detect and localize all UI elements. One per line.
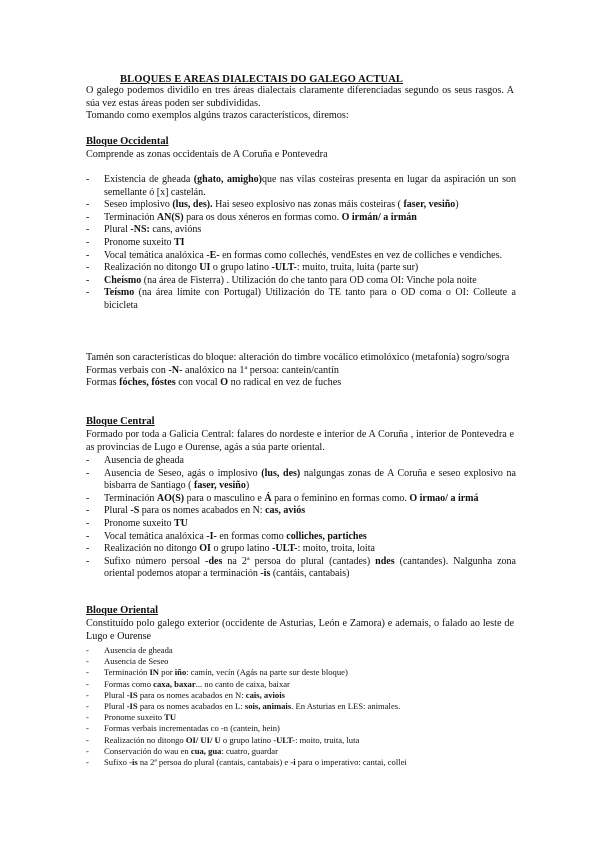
list-item: - Terminación AO(S) para o masculino e Á para o feminino en formas como. O irmao/ a irmá: [86, 493, 516, 506]
list-item: - Ausencia de gheada: [86, 645, 516, 656]
list-item: - Existencia de gheada (ghato, amigho)que nas vilas costeiras presenta en lugar da aspiración un son semellante ó [x] castelán.: [86, 174, 516, 199]
central-description: Formado por toda a Galicia Central: falares do nordeste e interior de A Coruña , interior de Pontevedra e as provincias de Lugo e Ourense, agás a súa parte oriental.: [86, 429, 514, 453]
list-item: - Realización no ditongo UI o grupo latino -ULT-: muito, truita, luita (parte sur): [86, 262, 516, 275]
occidental-extra-paragraph: [86, 352, 514, 390]
list-item: - Sufixo -is na 2ª persoa do plural (cantais, cantabais) e -i para o imperativo: cantai, collei: [86, 757, 516, 768]
list-item: - Realización no ditongo OI/ UI/ U o grupo latino -ULT-: moito, truita, luta: [86, 735, 516, 746]
list-item: - Terminación AN(S) para os dous xéneros en formas como. O irmán/ a irmán: [86, 212, 516, 225]
list-item: - Ausencia de gheada: [86, 455, 516, 468]
list-item: - Pronome suxeito TI: [86, 237, 516, 250]
extra-text: Formas verbais con -N- analóxico na 1ª persoa: cantein/cantín: [86, 364, 339, 376]
list-item: - Vocal temática analóxica -E- en formas como collechés, vendEstes en vez de colliches e vendiches.: [86, 250, 516, 263]
list-item: - Terminación IN por iño: camín, vecín (Agás na parte sur deste bloque): [86, 667, 516, 678]
document-title: BLOQUES E AREAS DIALECTAIS DO GALEGO ACTUAL: [120, 74, 404, 85]
list-item: - Plural -IS para os nomes acabados en N: cais, aviois: [86, 690, 516, 701]
list-item: - Ausencia de Seseo: [86, 656, 516, 667]
list-item: - Seseo implosivo (lus, des). Hai seseo explosivo nas zonas máis costeiras ( faser, vesiño): [86, 199, 516, 212]
list-item: - Formas verbais incrementadas co -n (cantein, hein): [86, 723, 516, 734]
central-list: [86, 455, 516, 581]
list-item: - Formas como caxa, baxar... no canto de caixa, baixar: [86, 679, 516, 690]
list-item: - Plural -NS: cans, avións: [86, 224, 516, 237]
list-item: - Realización no ditongo OI o grupo latino -ULT-: moito, troita, loita: [86, 543, 516, 556]
list-item: - Pronome suxeito TU: [86, 518, 516, 531]
list-item: - Cheísmo (na área de Fisterra) . Utilización do che tanto para OD coma OI: Vinche pola noite: [86, 275, 516, 288]
occidental-description: Comprende as zonas occidentais de A Coruña e Pontevedra: [86, 149, 328, 160]
list-item: - Ausencia de Seseo, agás o implosivo (lus, des) nalgungas zonas de A Coruña e seseo explosivo na bisbarra de Santiago ( faser, vesiño): [86, 468, 516, 493]
intro-text: O galego podemos dividilo en tres áreas dialectais claramente diferenciadas segundo os seus rasgos. A súa vez estas áreas poden ser subdivididas.: [86, 85, 514, 109]
list-item: - Plural -S para os nomes acabados en N: cas, aviós: [86, 505, 516, 518]
heading-occidental: Bloque Occidental: [86, 136, 169, 147]
extra-text: Tamén son características do bloque: alteración do timbre vocálico etimolóxico (metafonía) sogro/sogra: [86, 352, 510, 363]
occidental-list: [86, 174, 516, 313]
list-item: - Teísmo (na área límite con Portugal) Utilización do TE tanto para o OD coma o OI: Colleute a bicicleta: [86, 287, 516, 312]
extra-text: Formas fóches, fóstes con vocal O no radical en vez de fuches: [86, 377, 342, 388]
oriental-description: Constituído polo galego exterior (occidente de Asturias, León e Zamora) e ademais, o falado ao leste de Lugo e Ourense: [86, 618, 514, 642]
oriental-list: [86, 645, 516, 768]
list-item: - Vocal temática analóxica -I- en formas como colliches, partiches: [86, 531, 516, 544]
intro-paragraph: [86, 85, 514, 123]
list-item: - Pronome suxeito TU: [86, 712, 516, 723]
heading-central: Bloque Central: [86, 416, 155, 427]
intro-text-2: Tomando como exemplos algúns trazos característicos, diremos:: [86, 110, 349, 121]
heading-oriental: Bloque Oriental: [86, 605, 159, 616]
list-item: - Conservación do wau en cua, gua: cuatro, guardar: [86, 746, 516, 757]
list-item: - Sufixo número persoal -des na 2ª persoa do plural (cantades) ndes (cantandes). Nalgunha zona oriental podemos atopar a terminación -is (cantáis, cantabais): [86, 556, 516, 581]
list-item: - Plural -IS para os nomes acabados en L: sois, animais. En Asturias en LES: animales.: [86, 701, 516, 712]
